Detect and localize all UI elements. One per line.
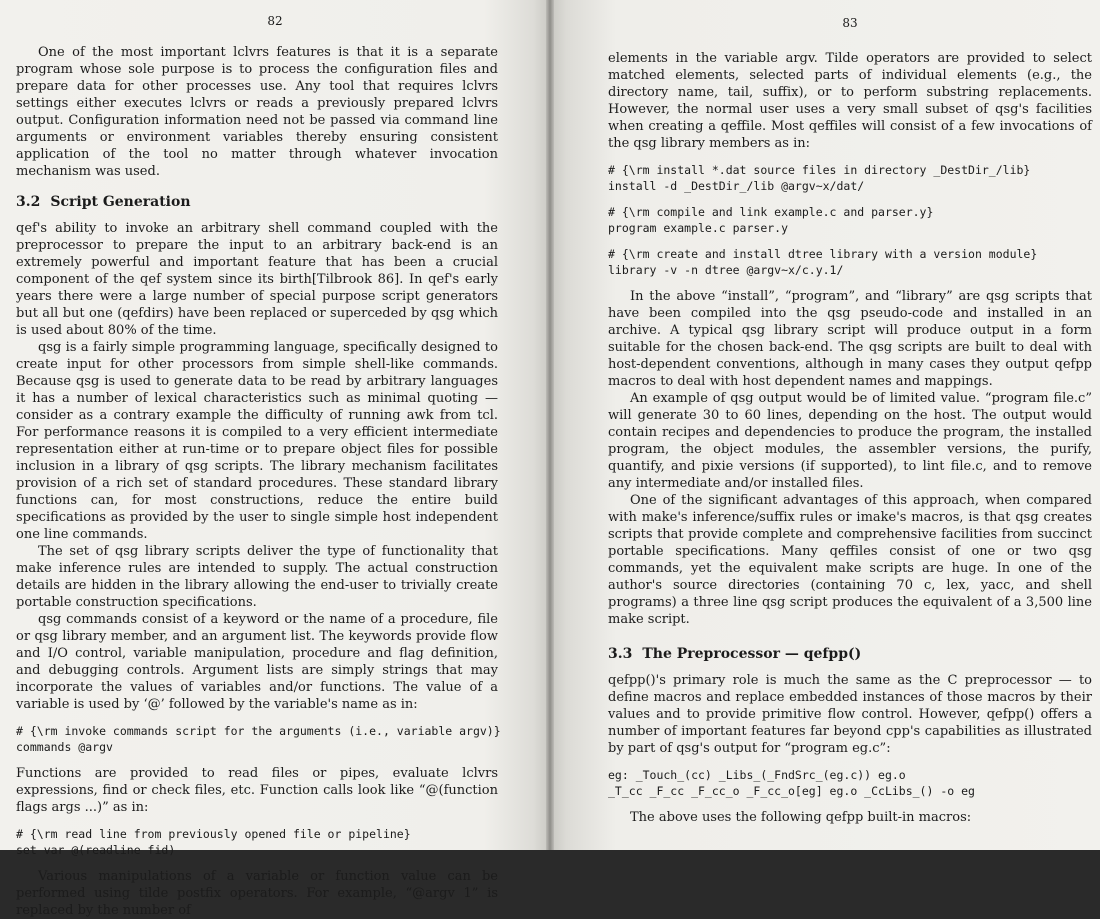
right-paragraph-5: qefpp()'s primary role is much the same as the C preprocessor — to define macros and replace embedded instances of those macros by their values and to provide primitive flow control. However, qefpp() offers a number of important features far beyond cpp's capabilities as illustrated by part of qsg's output for “program eg.c”:	[608, 673, 1092, 756]
left-paragraph-1: One of the most important lclvrs features is that it is a separate program whose sole purpose is to process the configuration files and prepare data for other processes use. Any tool that requires lclvrs settings either executes lclvrs or reads a previously prepared lclvrs output. Configuration information need not be passed via command line arguments or environment variables thereby ensuring consistent application of the tool no matter through whatever invocation mechanism was used.	[16, 45, 498, 179]
section-title: Script Generation	[50, 194, 191, 210]
section-heading-3-3	[608, 646, 1092, 662]
left-paragraph-2: qef's ability to invoke an arbitrary shell command coupled with the preprocessor to prepare the input to an arbitrary back-end is an extremely powerful and important feature that has been a crucial component of the qef system since its birth[Tilbrook 86]. In qef's early years there were a large number of special purpose script generators but all but one (qefdirs) have been replaced or superceded by qsg which is used about 80% of the time.	[16, 221, 498, 338]
code-block-commands: # {\rm invoke commands script for the arguments (i.e., variable argv)} commands @argv	[16, 724, 501, 754]
left-paragraph-4: The set of qsg library scripts deliver the type of functionality that make inference rules are intended to supply. The actual construction details are hidden in the library allowing the end-user to trivially create portable construction specifications.	[16, 544, 498, 610]
right-paragraph-3: An example of qsg output would be of limited value. “program file.c” will generate 30 to 60 lines, depending on the host. The output would contain recipes and dependencies to produce the program, the installed program, the object modules, the assembler versions, the purify, quantify, and pixie versions (if supported), to lint file.c, and to remove any intermediate and/or installed files.	[608, 391, 1092, 491]
right-paragraph-1: elements in the variable argv. Tilde operators are provided to select matched elements, selected parts of individual elements (e.g., the directory name, tail, suffix), or to perform substring replacements. However, the normal user uses a very small subset of qsg's facilities when creating a qeffile. Most qeffiles will consist of a few invocations of the qsg library members as in:	[608, 51, 1092, 151]
section-title: The Preprocessor — qefpp()	[642, 646, 862, 662]
section-heading-3-2	[16, 194, 498, 210]
left-paragraph-6: Functions are provided to read files or pipes, evaluate lclvrs expressions, find or check files, etc. Function calls look like “@(function flags args ...)” as in:	[16, 766, 498, 815]
right-paragraph-4: One of the significant advantages of this approach, when compared with make's inference/suffix rules or imake's macros, is that qsg creates scripts that provide complete and comprehensive facilities from succinct portable specifications. Many qeffiles consist of one or two qsg commands, yet the equivalent make scripts are huge. In one of the author's source directories (containing 70 c, lex, yacc, and shell programs) a three line qsg script produces the equivalent of a 3,500 line make script.	[608, 493, 1092, 627]
section-number: 3.3	[608, 646, 633, 662]
left-paragraph-7: Various manipulations of a variable or function value can be performed using tilde postfix operators. For example, “@argv 1” is replaced by the number of	[16, 869, 498, 918]
left-paragraph-3: qsg is a fairly simple programming language, specifically designed to create input for other processors from simple shell-like commands. Because qsg is used to generate data to be read by arbitrary languages it has a number of lexical characteristics such as minimal quoting — consider as a contrary example the difficulty of running awk from tcl. For performance reasons it is compiled to a very efficient intermediate representation either at run-time or to prepare object files for possible inclusion in a library of qsg scripts. The library mechanism facilitates provision of a rich set of standard procedures. These standard library functions can, for most constructions, reduce the entire build specifications as provided by the user to single simple host independent one line commands.	[16, 340, 498, 542]
code-block-install: # {\rm install *.dat source files in directory _DestDir_/lib} install -d _DestDir_/lib @argv~x/dat/	[608, 163, 1031, 193]
page-number-left: 82	[267, 14, 283, 28]
right-page	[550, 0, 1100, 850]
code-block-library: # {\rm create and install dtree library with a version module} library -v -n dtree @argv~x/c.y.1/	[608, 247, 1038, 277]
book-gutter	[546, 0, 554, 850]
left-page	[0, 0, 550, 918]
section-number: 3.2	[16, 194, 41, 210]
right-paragraph-2: In the above “install”, “program”, and “library” are qsg scripts that have been compiled into the qsg pseudo-code and installed in an archive. A typical qsg library script will produce output in a form suitable for the chosen back-end. The qsg scripts are built to deal with host-dependent conventions, although in many cases they output qefpp macros to deal with host dependent names and mappings.	[608, 289, 1092, 389]
code-block-qefpp-output: eg: _Touch_(cc) _Libs_(_FndSrc_(eg.c)) eg.o _T_cc _F_cc _F_cc_o _F_cc_o[eg] eg.o _CcLibs_() -o eg	[608, 768, 975, 798]
page-number-right: 83	[842, 16, 858, 30]
code-block-readline: # {\rm read line from previously opened file or pipeline} set var @(readline fid)	[16, 827, 411, 857]
left-paragraph-5: qsg commands consist of a keyword or the name of a procedure, file or qsg library member, and an argument list. The keywords provide flow and I/O control, variable manipulation, procedure and flag definition, and debugging controls. Argument lists are simply strings that may incorporate the values of variables and/or functions. The value of a variable is used by ‘@’ followed by the variable's name as in:	[16, 612, 498, 712]
right-paragraph-6: The above uses the following qefpp built-in macros:	[630, 810, 972, 825]
code-block-program: # {\rm compile and link example.c and parser.y} program example.c parser.y	[608, 205, 934, 235]
